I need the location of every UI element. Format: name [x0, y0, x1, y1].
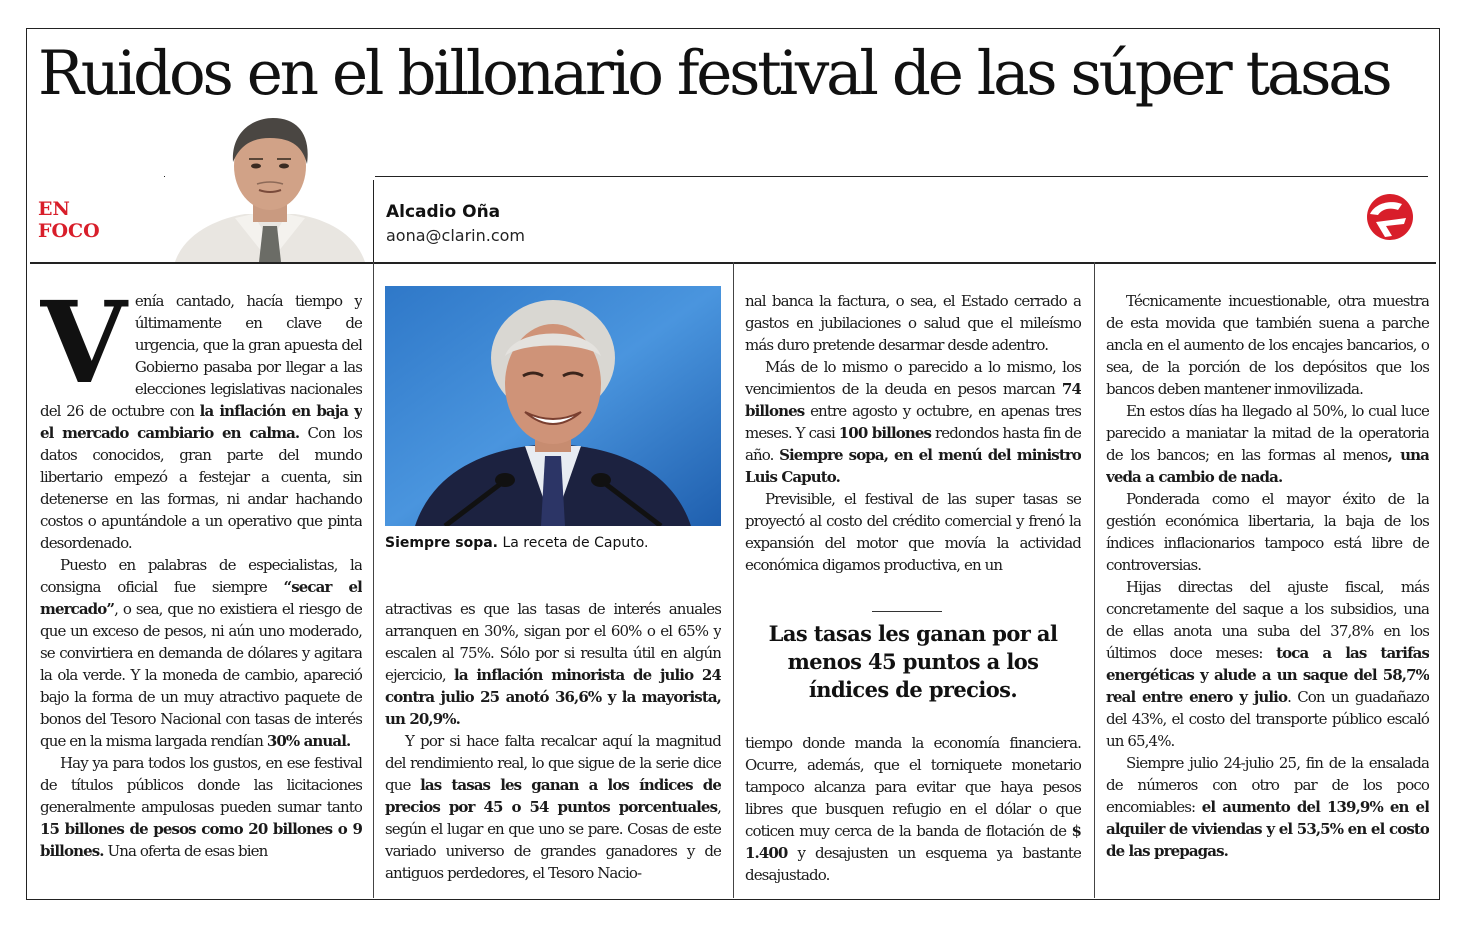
- paragraph: Ponderada como el mayor éxito de la gestión económica libertaria, la baja de los índices inflacionarios tampoco está libre de controversias.: [1106, 490, 1429, 574]
- paragraph: Hijas directas del ajuste fiscal, más concretamente del saque a los subsidios, una de ellas anota una suba del 37,8% en los últimos doce meses: toca a las tarifas energéticas y alude a un saque del 58,7% real entre enero y julio. Con un guadañazo del 43%, el costo del transporte público escaló un 65,4%.: [1106, 578, 1429, 750]
- author-email[interactable]: aona@clarin.com: [386, 226, 526, 245]
- paragraph: Previsible, el festival de las super tasas se proyectó al costo del crédito comercial y frenó la expansión del motor que movía la actividad económica digamos productiva, en un: [745, 490, 1081, 574]
- column-3-top: [745, 290, 1081, 600]
- clarin-logo-icon: [1362, 192, 1418, 242]
- pull-quote: Las tasas les ganan por al menos 45 puntos a los índices de precios.: [768, 621, 1058, 702]
- section-label-line1: EN: [38, 198, 70, 220]
- paragraph: Más de lo mismo o parecido a lo mismo, los vencimientos de la deuda en pesos marcan 74 billones entre agosto y octubre, en apenas tres meses. Y casi 100 billones redondos hasta fin de año. Siempre sopa, en el menú del ministro Luis Caputo.: [745, 358, 1081, 486]
- author-portrait: [165, 114, 375, 262]
- caption-bold: Siempre sopa.: [385, 535, 498, 551]
- minister-photo: [385, 286, 721, 526]
- column-rule-3: [1094, 262, 1095, 898]
- column-rule-1: [373, 262, 374, 898]
- headline: Ruidos en el billonario festival de las súper tasas: [38, 38, 1390, 109]
- photo-caption: [385, 535, 721, 551]
- paragraph: Hay ya para todos los gustos, en ese festival de títulos públicos donde las licitaciones generalmente ampulosas pueden sumar tanto 15 billones de pesos como 20 billones o 9 billones. Una oferta de esas bien: [40, 754, 362, 860]
- column-rule-2: [733, 262, 734, 898]
- column-4: [1106, 290, 1429, 890]
- author-name: Alcadio Oña: [386, 202, 501, 222]
- paragraph: Siempre julio 24-julio 25, fin de la ensalada de números con otro par de los poco encomiables: el aumento del 139,9% en el alquiler de viviendas y el 53,5% en el costo de las prepagas.: [1106, 754, 1429, 860]
- paragraph: Puesto en palabras de especialistas, la consigna oficial fue siempre “secar el mercado”, o sea, que no existiera el riesgo de que un exceso de pesos, ni aún uno moderado, se convirtiera en demanda de dólares y agitara la ola verde. Y la moneda de cambio, apareció bajo la forma de un muy atractivo paquete de bonos del Tesoro Nacional con tasas de interés que en la misma largada rendían 30% anual.: [40, 556, 362, 750]
- caption-text: La receta de Caputo.: [502, 535, 649, 551]
- paragraph: Venía cantado, hacía tiempo y últimamente en clave de urgencia, que la gran apuesta del Gobierno pasaba por llegar a las elecciones legislativas nacionales del 26 de octubre con la inflación en baja y el mercado cambiario en calma. Con los datos conocidos, gran parte del mundo libertario empezó a festejar a cuenta, sin detenerse en las formas, ni andar hachando costos o apuntándole a un operativo que pinta desordenado.: [40, 290, 362, 552]
- column-3-bottom: [745, 732, 1081, 892]
- section-label-line2: FOCO: [38, 220, 100, 242]
- paragraph: nal banca la factura, o sea, el Estado cerrado a gastos en jubilaciones o salud que el mileísmo más duro pretende desarmar desde adentro.: [745, 292, 1081, 354]
- byline-rule: [373, 180, 374, 262]
- paragraph: atractivas es que las tasas de interés anuales arranquen en 30%, sigan por el 60% o el 65% y escalen al 75%. Sólo por si resulta útil en algún ejercicio, la inflación minorista de julio 24 contra julio 25 anotó 36,6% y la mayorista, un 20,9%.: [385, 600, 721, 728]
- pull-quote-rule: [872, 611, 942, 612]
- paragraph: Y por si hace falta recalcar aquí la magnitud del rendimiento real, lo que sigue de la serie dice que las tasas les ganan a los índices de precios por 45 o 54 puntos porcentuales, según el lugar en que uno se pare. Cosas de este variado universo de grandes ganadores y de antiguos perdedores, el Tesoro Nacio-: [385, 732, 721, 882]
- section-label: [38, 198, 100, 242]
- drop-cap: V: [40, 290, 127, 409]
- paragraph: En estos días ha llegado al 50%, lo cual luce parecido a maniatar la mitad de la operatoria de los bancos; en las formas al menos, una veda a cambio de nada.: [1106, 402, 1429, 486]
- paragraph: Técnicamente incuestionable, otra muestra de esta movida que también suena a parche ancla en el aumento de los encajes bancarios, o sea, de la porción de los depósitos que los bancos deben mantener inmovilizada.: [1106, 292, 1429, 398]
- column-1: [40, 290, 362, 890]
- paragraph: tiempo donde manda la economía financiera. Ocurre, además, que el torniquete monetario tampoco alcanza para evitar que haya pesos libres que busquen refugio en el dólar o que coticen muy cerca de la banda de flotación de $ 1.400 y desajusten un esquema ya bastante desajustado.: [745, 734, 1081, 884]
- column-2: [385, 598, 721, 890]
